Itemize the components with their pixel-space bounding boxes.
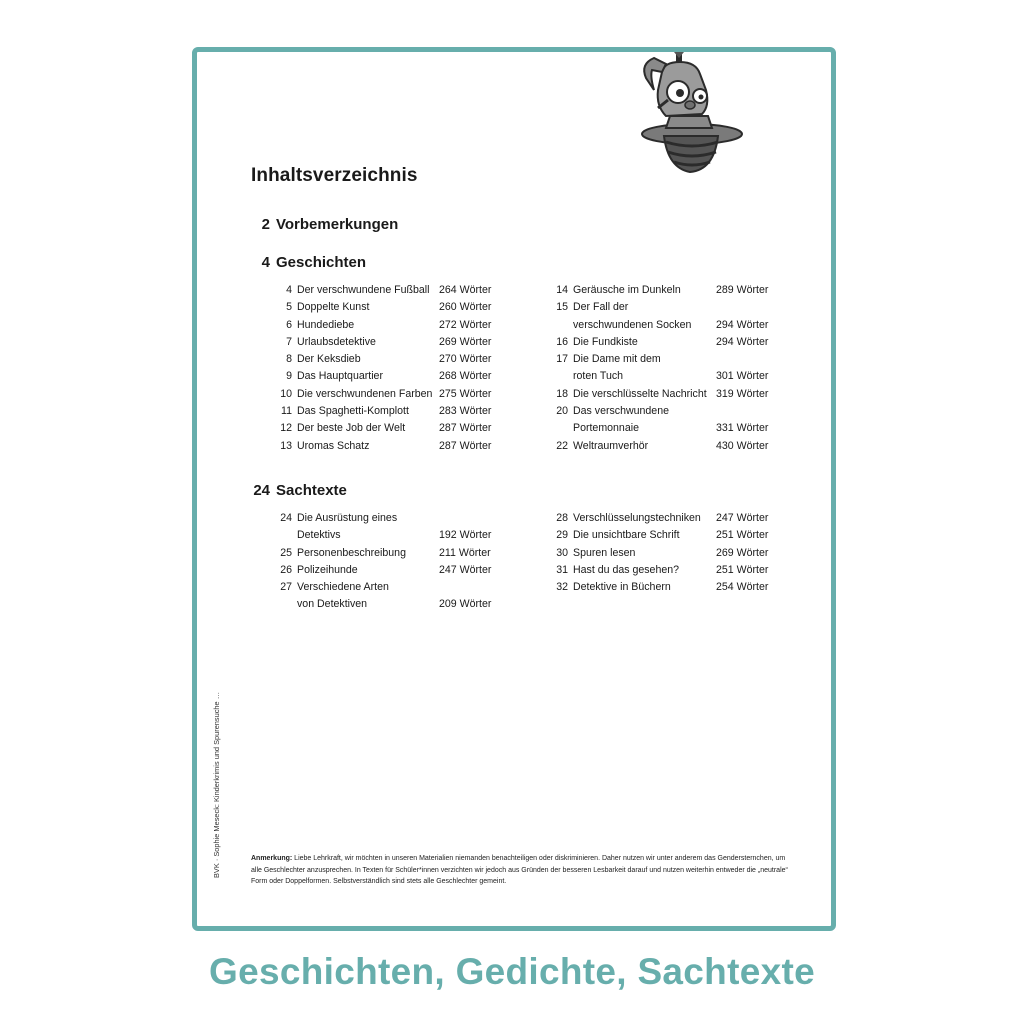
section-label: Vorbemerkungen: [276, 216, 399, 233]
entry-page-number: 25: [280, 546, 292, 559]
toc-list-geschichten-right: [551, 282, 791, 455]
entry-title: Der beste Job der Welt: [297, 422, 406, 435]
entry-page-number: 26: [280, 563, 292, 576]
detective-robot-icon: [636, 50, 752, 178]
entry-title: Urlaubsdetektive: [297, 335, 376, 348]
entry-page-number: 31: [556, 563, 568, 576]
entry-title: Hundediebe: [297, 318, 355, 331]
entry-page-number: 18: [556, 387, 568, 400]
entry-title: Das Spaghetti-Komplott: [297, 405, 409, 418]
entry-page-number: 27: [280, 581, 292, 594]
toc-entry: [551, 510, 791, 527]
note-paragraph: [251, 853, 791, 888]
entry-word-count: 289 Wörter: [716, 284, 769, 296]
caption: Geschichten, Gedichte, Sachtexte: [209, 951, 815, 992]
entry-title: Verschiedene Arten: [297, 581, 389, 594]
toc-entry: [273, 351, 533, 368]
toc-list-geschichten-left: [273, 282, 533, 455]
entry-title: Hast du das gesehen?: [573, 563, 680, 576]
toc-entry: [273, 562, 533, 579]
entry-title: Die Dame mit dem: [573, 353, 661, 366]
entry-word-count: 269 Wörter: [439, 335, 492, 348]
entry-page-number: 13: [280, 439, 292, 452]
entry-title: Spuren lesen: [573, 546, 636, 559]
section-geschichten: [251, 254, 366, 271]
toc-entry: [551, 386, 791, 403]
entry-word-count: 430 Wörter: [716, 439, 769, 452]
entry-word-count: 264 Wörter: [439, 284, 492, 296]
entry-title: Portemonnaie: [573, 422, 639, 435]
toc-entry: [273, 403, 533, 420]
toc-entry: [551, 317, 791, 334]
entry-title: Der verschwundene Fußball: [297, 284, 430, 296]
entry-page-number: 8: [286, 353, 292, 366]
note-label: Anmerkung:: [251, 855, 293, 862]
entry-page-number: 16: [556, 335, 568, 348]
entry-page-number: 12: [280, 422, 292, 435]
page-title: Inhaltsverzeichnis: [251, 165, 418, 186]
entry-title: verschwundenen Socken: [573, 318, 692, 331]
entry-title: Personenbeschreibung: [297, 546, 406, 559]
entry-word-count: 287 Wörter: [439, 439, 492, 452]
entry-word-count: 283 Wörter: [439, 405, 492, 418]
toc-entry: [273, 438, 533, 455]
section-page-number: 2: [261, 216, 270, 233]
toc-entry: [551, 334, 791, 351]
toc-entry: [551, 282, 791, 299]
toc-entry: [273, 510, 533, 527]
entry-word-count: 247 Wörter: [439, 563, 492, 576]
toc-entry: [551, 368, 791, 385]
entry-page-number: 30: [556, 546, 568, 559]
toc-list-sachtexte-right: [551, 510, 791, 596]
toc-entry: [551, 351, 791, 368]
toc-entry: [273, 527, 533, 544]
toc-entry: [551, 420, 791, 437]
entry-page-number: 32: [556, 581, 568, 594]
toc-entry: [273, 579, 533, 596]
toc-entry: [273, 317, 533, 334]
toc-entry: [551, 299, 791, 316]
toc-entry: [551, 562, 791, 579]
section-vorbemerkungen: [251, 216, 398, 233]
entry-title: Verschlüsselungstechniken: [573, 512, 701, 524]
toc-entry: [273, 420, 533, 437]
entry-page-number: 10: [280, 387, 292, 400]
entry-title: Uromas Schatz: [297, 439, 370, 452]
entry-word-count: 270 Wörter: [439, 353, 492, 366]
entry-title: Die unsichtbare Schrift: [573, 529, 680, 542]
entry-page-number: 24: [280, 512, 292, 524]
entry-page-number: 7: [286, 335, 292, 348]
entry-title: Die Ausrüstung eines: [297, 512, 398, 524]
note-text: Liebe Lehrkraft, wir möchten in unseren Materialien niemanden benachteiligen oder diskriminieren. Daher nutzen wir unter anderem das Gendersternchen, um alle Geschlechter anzusprechen. In Texten für Schüler*innen verzichten wir jedoch aus Gründen der besseren Lesbarkeit darauf und nutzen weiterhin entweder die „neutrale“ Form oder Doppelformen. Selbstverständlich sind stets alle Geschlechter gemeint.: [251, 855, 788, 886]
entry-word-count: 254 Wörter: [716, 581, 769, 594]
section-sachtexte: [251, 482, 347, 499]
entry-word-count: 269 Wörter: [716, 546, 769, 559]
entry-title: von Detektiven: [297, 598, 368, 611]
entry-word-count: 260 Wörter: [439, 301, 492, 314]
toc-entry: [551, 438, 791, 455]
entry-word-count: 319 Wörter: [716, 387, 769, 400]
side-credit: BVK · Sophie Meseck: Kinderkrimis und Spurensuche …: [212, 691, 221, 878]
entry-word-count: 211 Wörter: [439, 546, 491, 559]
entry-word-count: 268 Wörter: [439, 370, 492, 383]
entry-word-count: 251 Wörter: [716, 529, 769, 542]
toc-entry: [551, 527, 791, 544]
entry-title: Die verschlüsselte Nachricht: [573, 387, 707, 400]
section-label: Sachtexte: [276, 482, 347, 499]
entry-title: Die verschwundenen Farben: [297, 387, 433, 400]
entry-title: Das Hauptquartier: [297, 370, 383, 383]
entry-word-count: 331 Wörter: [716, 422, 769, 435]
toc-entry: [551, 545, 791, 562]
entry-title: Geräusche im Dunkeln: [573, 284, 681, 296]
section-label: Geschichten: [276, 254, 367, 271]
section-page-number: 24: [253, 482, 270, 499]
entry-title: Detektive in Büchern: [573, 581, 671, 594]
entry-title: Die Fundkiste: [573, 335, 638, 348]
entry-word-count: 275 Wörter: [439, 387, 492, 400]
entry-title: Polizeihunde: [297, 563, 358, 576]
entry-page-number: 20: [556, 405, 568, 418]
entry-page-number: 17: [556, 353, 568, 366]
entry-title: roten Tuch: [573, 370, 624, 383]
entry-word-count: 247 Wörter: [716, 512, 769, 524]
entry-title: Doppelte Kunst: [297, 301, 370, 314]
toc-entry: [273, 282, 533, 299]
entry-word-count: 192 Wörter: [439, 529, 492, 542]
entry-page-number: 28: [556, 512, 568, 524]
toc-entry: [273, 386, 533, 403]
toc-entry: [273, 299, 533, 316]
entry-word-count: 301 Wörter: [716, 370, 769, 383]
entry-title: Der Fall der: [573, 301, 629, 314]
entry-title: Das verschwundene: [573, 405, 669, 418]
toc-entry: [273, 545, 533, 562]
entry-page-number: 15: [556, 301, 568, 314]
entry-page-number: 22: [556, 439, 568, 452]
toc-entry: [551, 579, 791, 596]
entry-word-count: 287 Wörter: [439, 422, 492, 435]
entry-page-number: 4: [286, 284, 292, 296]
entry-word-count: 209 Wörter: [439, 598, 492, 611]
entry-word-count: 251 Wörter: [716, 563, 769, 576]
entry-page-number: 6: [286, 318, 292, 331]
entry-title: Detektivs: [297, 529, 341, 542]
toc-list-sachtexte-left: [273, 510, 533, 614]
entry-title: Weltraumverhör: [573, 439, 649, 452]
entry-title: Der Keksdieb: [297, 353, 361, 366]
entry-page-number: 5: [286, 301, 292, 314]
entry-page-number: 9: [286, 370, 292, 383]
entry-word-count: 294 Wörter: [716, 318, 769, 331]
toc-entry: [273, 334, 533, 351]
section-page-number: 4: [261, 254, 270, 271]
entry-page-number: 29: [556, 529, 568, 542]
toc-entry: [551, 403, 791, 420]
toc-entry: [273, 368, 533, 385]
entry-page-number: 14: [556, 284, 568, 296]
toc-entry: [273, 596, 533, 613]
entry-word-count: 272 Wörter: [439, 318, 492, 331]
entry-word-count: 294 Wörter: [716, 335, 769, 348]
entry-page-number: 11: [281, 405, 292, 418]
